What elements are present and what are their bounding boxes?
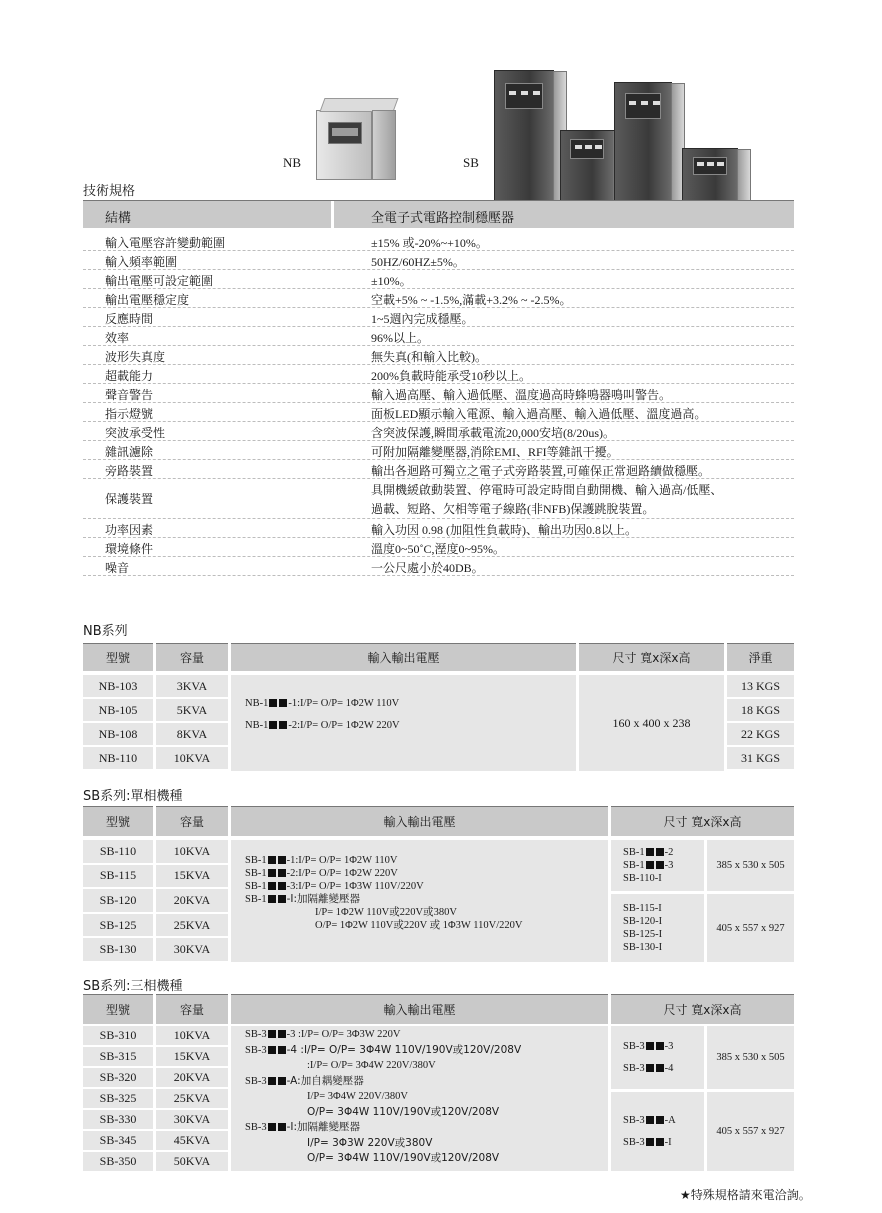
model-cell: SB-325 [83, 1089, 153, 1108]
sb1-header-model: 型號 [83, 806, 153, 836]
size-model-prefix: SB-3 [623, 1114, 645, 1126]
sb1-header-capacity: 容量 [156, 806, 228, 836]
placeholder-square-icon [268, 882, 276, 890]
placeholder-square-icon [268, 1077, 276, 1085]
spec-row [83, 346, 794, 365]
sb3-io-cell [231, 1026, 608, 1171]
spec-label: 環境條件 [105, 542, 154, 556]
placeholder-square-icon [278, 895, 286, 903]
spec-section-title: 技術規格 [83, 184, 136, 199]
spec-row [83, 460, 794, 479]
placeholder-square-icon [278, 1123, 286, 1131]
capacity-cell: 25KVA [156, 1089, 228, 1108]
size-model-line [623, 902, 704, 915]
io-spec: -3 :I/P= O/P= 3Φ3W 220V [286, 1029, 401, 1040]
model-cell: SB-350 [83, 1152, 153, 1171]
weight-cell: 18 KGS [727, 699, 794, 721]
spec-value: 輸出各迴路可獨立之電子式旁路裝置,可確保正常迴路續做穩壓。 [371, 464, 711, 478]
spec-label: 超載能力 [105, 369, 154, 383]
io-extra-line: I/P= 1Φ2W 110V或220V或380V [315, 907, 457, 918]
spec-value: 含突波保護,瞬間承載電流20,000安培(8/20us)。 [371, 426, 615, 440]
spec-label: 輸入頻率範圍 [105, 255, 178, 269]
spec-value: 96%以上。 [371, 331, 429, 345]
spec-label: 波形失真度 [105, 350, 166, 364]
placeholder-square-icon [656, 848, 664, 856]
sb1-header-io: 輸入輸出電壓 [231, 806, 608, 836]
nb-header-io: 輸入輸出電壓 [231, 643, 576, 671]
capacity-cell: 45KVA [156, 1131, 228, 1150]
size-model-prefix: SB-120-I [623, 916, 663, 927]
size-model-cell [611, 1092, 704, 1171]
io-spec: -I:加隔離變壓器 [286, 1121, 361, 1133]
spec-value: 輸入功因 0.98 (加阻性負載時)、輸出功因0.8以上。 [371, 523, 637, 537]
placeholder-square-icon [278, 882, 286, 890]
io-line [245, 867, 522, 880]
io-spec: -1:I/P= O/P= 1Φ2W 110V [288, 698, 400, 709]
nb-image-label: NB [283, 155, 302, 170]
spec-label: 雜訊濾除 [105, 445, 154, 459]
capacity-cell: 3KVA [156, 675, 228, 697]
placeholder-square-icon [268, 1046, 276, 1054]
io-spec: I/P= 3Φ3W 220V或380V [307, 1136, 433, 1149]
capacity-cell: 25KVA [156, 914, 228, 937]
spec-value: 面板LED顯示輸入電源、輸入過高壓、輸入過低壓、溫度過高。 [371, 407, 707, 421]
size-value: 405 x 557 x 927 [716, 922, 785, 934]
footnote: ★特殊規格請來電洽詢。 [680, 1188, 811, 1202]
nb-io-cell [231, 675, 576, 771]
placeholder-square-icon [656, 1138, 664, 1146]
placeholder-square-icon [646, 1116, 654, 1124]
io-spec: O/P= 3Φ4W 110V/190V或120V/208V [307, 1152, 500, 1164]
io-model-prefix: SB-3 [245, 1075, 267, 1087]
size-value-cell [707, 1092, 794, 1171]
spec-label: 突波承受性 [105, 426, 166, 440]
sb3-section-title: SB系列:三相機種 [83, 979, 183, 994]
nb-header-size: 尺寸 寬x深x高 [579, 643, 724, 671]
spec-row [83, 538, 794, 557]
io-model-prefix: SB-1 [245, 868, 267, 879]
size-model-prefix: SB-3 [623, 1136, 645, 1148]
model-cell: NB-105 [83, 699, 153, 721]
size-model-prefix: SB-3 [623, 1040, 645, 1052]
placeholder-square-icon [656, 1064, 664, 1072]
size-model-line [623, 1036, 704, 1058]
spec-value: 輸入過高壓、輸入過低壓、溫度過高時蜂鳴器鳴叫警告。 [371, 388, 672, 402]
product-image-sb [494, 58, 794, 220]
io-line [245, 1137, 521, 1153]
placeholder-square-icon [656, 861, 664, 869]
capacity-cell: 30KVA [156, 938, 228, 961]
size-model-line [623, 859, 704, 872]
io-extra-line: O/P= 1Φ2W 110V或220V 或 1Φ3W 110V/220V [315, 920, 523, 931]
spec-value: 200%負載時能承受10秒以上。 [371, 369, 531, 383]
nb-header-capacity: 容量 [156, 643, 228, 671]
io-line [245, 1059, 521, 1075]
spec-row [83, 403, 794, 422]
spec-row [83, 251, 794, 270]
size-model-cell [611, 840, 704, 891]
spec-row [83, 557, 794, 576]
spec-row [83, 441, 794, 460]
io-spec: I/P= 3Φ4W 220V/380V [307, 1091, 408, 1102]
spec-row [83, 384, 794, 403]
size-value: 385 x 530 x 505 [716, 860, 785, 871]
model-cell: SB-110 [83, 840, 153, 863]
size-value: 405 x 557 x 927 [716, 1126, 785, 1137]
spec-label: 保護裝置 [105, 492, 154, 506]
io-spec: -2:I/P= O/P= 1Φ2W 220V [286, 868, 398, 879]
io-line [245, 854, 522, 867]
io-model-prefix: SB-3 [245, 1029, 267, 1040]
capacity-cell: 15KVA [156, 1047, 228, 1066]
size-model-suffix: -A [664, 1114, 676, 1126]
io-model-prefix: SB-1 [245, 855, 267, 866]
io-model-prefix: SB-1 [245, 894, 267, 905]
size-model-prefix: SB-1 [623, 860, 645, 871]
capacity-cell: 8KVA [156, 723, 228, 745]
weight-cell: 22 KGS [727, 723, 794, 745]
size-model-line [623, 941, 704, 954]
spec-row [83, 519, 794, 538]
spec-label: 噪音 [105, 561, 130, 575]
spec-value-line2: 過載、短路、欠相等電子線路(非NFB)保護跳脫裝置。 [371, 502, 655, 516]
spec-value: ±10%。 [371, 274, 412, 288]
placeholder-square-icon [279, 721, 287, 729]
spec-label: 功率因素 [105, 523, 154, 537]
capacity-cell: 20KVA [156, 889, 228, 912]
io-line [245, 893, 522, 906]
size-value-cell [707, 894, 794, 962]
sb1-section-title: SB系列:單相機種 [83, 789, 183, 804]
placeholder-square-icon [646, 1064, 654, 1072]
spec-row [83, 365, 794, 384]
size-model-prefix: SB-130-I [623, 942, 663, 953]
size-model-suffix: -4 [664, 1062, 674, 1074]
size-model-line [623, 1058, 704, 1080]
io-spec: -2:I/P= O/P= 1Φ2W 220V [288, 720, 400, 731]
capacity-cell: 15KVA [156, 865, 228, 888]
io-line [245, 1044, 521, 1060]
sb3-header-capacity: 容量 [156, 994, 228, 1024]
model-cell: SB-330 [83, 1110, 153, 1129]
placeholder-square-icon [656, 1042, 664, 1050]
spec-header-type: 全電子式電路控制穩壓器 [371, 211, 515, 226]
io-model-prefix: SB-3 [245, 1122, 267, 1133]
io-model-prefix: SB-1 [245, 881, 267, 892]
placeholder-square-icon [268, 1030, 276, 1038]
spec-value: 無失真(和輸入比較)。 [371, 350, 487, 364]
nb-header-model: 型號 [83, 643, 153, 671]
size-model-suffix: -3 [664, 1040, 674, 1052]
size-model-line [623, 846, 704, 859]
spec-value: 溫度0~50˚C,溼度0~95%。 [371, 542, 505, 556]
size-model-line [623, 1132, 704, 1154]
spec-label: 效率 [105, 331, 130, 345]
spec-header-structure: 結構 [105, 211, 132, 226]
sb3-header-model: 型號 [83, 994, 153, 1024]
size-value-cell [707, 1026, 794, 1089]
io-line [245, 1152, 521, 1168]
weight-cell: 13 KGS [727, 675, 794, 697]
size-model-cell [611, 894, 704, 962]
spec-label: 輸出電壓穩定度 [105, 293, 190, 307]
model-cell: SB-120 [83, 889, 153, 912]
placeholder-square-icon [646, 861, 654, 869]
spec-row [83, 479, 794, 519]
capacity-cell: 5KVA [156, 699, 228, 721]
io-spec: -3:I/P= O/P= 1Φ3W 110V/220V [286, 881, 424, 892]
placeholder-square-icon [268, 1123, 276, 1131]
nb-size-cell [579, 675, 724, 771]
io-line [245, 1028, 521, 1044]
spec-label: 旁路裝置 [105, 464, 154, 478]
size-model-prefix: SB-1 [623, 847, 645, 858]
model-cell: SB-310 [83, 1026, 153, 1045]
spec-table-header [83, 200, 794, 228]
size-model-prefix: SB-115-I [623, 903, 662, 914]
product-image-nb [316, 92, 396, 182]
placeholder-square-icon [656, 1116, 664, 1124]
capacity-cell: 30KVA [156, 1110, 228, 1129]
model-cell: NB-103 [83, 675, 153, 697]
spec-value: 空載+5% ~ -1.5%,滿載+3.2% ~ -2.5%。 [371, 293, 572, 307]
spec-label: 輸出電壓可設定範圍 [105, 274, 214, 288]
sb-image-label: SB [463, 155, 479, 170]
io-model-prefix: SB-3 [245, 1044, 267, 1056]
sb1-header-size: 尺寸 寬x深x高 [611, 806, 794, 836]
placeholder-square-icon [268, 869, 276, 877]
spec-label: 輸入電壓容許變動範圍 [105, 236, 226, 250]
placeholder-square-icon [268, 895, 276, 903]
io-line [245, 1090, 521, 1106]
io-spec: O/P= 3Φ4W 110V/190V或120V/208V [307, 1105, 500, 1118]
placeholder-square-icon [646, 1042, 654, 1050]
spec-row [83, 327, 794, 346]
io-spec: :I/P= O/P= 3Φ4W 220V/380V [307, 1060, 436, 1071]
model-cell: NB-108 [83, 723, 153, 745]
io-spec: -1:I/P= O/P= 1Φ2W 110V [286, 855, 398, 866]
nb-section-title: NB系列 [83, 624, 128, 639]
model-cell: SB-115 [83, 865, 153, 888]
size-model-suffix: -I [664, 1136, 672, 1148]
placeholder-square-icon [278, 1077, 286, 1085]
spec-label: 指示燈號 [105, 407, 154, 421]
capacity-cell: 50KVA [156, 1152, 228, 1171]
spec-value: 可附加隔離變壓器,消除EMI、RFI等雜訊干擾。 [371, 445, 619, 459]
placeholder-square-icon [278, 869, 286, 877]
size-model-line [623, 915, 704, 928]
placeholder-square-icon [278, 1046, 286, 1054]
placeholder-square-icon [269, 699, 277, 707]
model-cell: SB-125 [83, 914, 153, 937]
spec-row [83, 422, 794, 441]
placeholder-square-icon [268, 856, 276, 864]
io-spec: -I:加隔離變壓器 [286, 893, 361, 905]
size-model-prefix: SB-125-I [623, 929, 663, 940]
size-model-prefix: SB-110-I [623, 873, 662, 884]
capacity-cell: 10KVA [156, 747, 228, 769]
io-line [245, 1106, 521, 1122]
placeholder-square-icon [269, 721, 277, 729]
size-model-prefix: SB-3 [623, 1062, 645, 1074]
io-spec: -4 :I/P= O/P= 3Φ4W 110V/190V或120V/208V [286, 1043, 522, 1056]
capacity-cell: 20KVA [156, 1068, 228, 1087]
io-line [245, 697, 400, 719]
size-model-line [623, 928, 704, 941]
size-model-cell [611, 1026, 704, 1089]
model-cell: SB-345 [83, 1131, 153, 1150]
capacity-cell: 10KVA [156, 1026, 228, 1045]
size-model-line [623, 872, 704, 885]
size-value: 385 x 530 x 505 [716, 1052, 785, 1063]
model-cell: SB-320 [83, 1068, 153, 1087]
spec-value: 50HZ/60HZ±5%。 [371, 255, 465, 269]
spec-row [83, 308, 794, 327]
io-line [245, 719, 400, 741]
io-line [245, 1075, 521, 1091]
placeholder-square-icon [279, 699, 287, 707]
weight-cell: 31 KGS [727, 747, 794, 769]
spec-row [83, 232, 794, 251]
spec-label: 反應時間 [105, 312, 154, 326]
sb3-header-io: 輸入輸出電壓 [231, 994, 608, 1024]
io-line [245, 1121, 521, 1137]
model-cell: SB-130 [83, 938, 153, 961]
model-cell: NB-110 [83, 747, 153, 769]
capacity-cell: 10KVA [156, 840, 228, 863]
size-model-line [623, 1110, 704, 1132]
spec-value: ±15% 或-20%~+10%。 [371, 236, 488, 250]
spec-value: 具開機緩啟動裝置、停電時可設定時間自動開機、輸入過高/低壓、 [371, 483, 723, 497]
spec-label: 聲音警告 [105, 388, 154, 402]
model-cell: SB-315 [83, 1047, 153, 1066]
placeholder-square-icon [278, 1030, 286, 1038]
spec-value: 1~5週內完成穩壓。 [371, 312, 474, 326]
size-model-suffix: -2 [664, 847, 674, 858]
size-model-suffix: -3 [664, 860, 674, 871]
placeholder-square-icon [646, 1138, 654, 1146]
io-line [245, 880, 522, 893]
sb3-header-size: 尺寸 寬x深x高 [611, 994, 794, 1024]
io-model-prefix: NB-1 [245, 698, 269, 709]
spec-row [83, 289, 794, 308]
nb-size-value: 160 x 400 x 238 [612, 715, 691, 730]
placeholder-square-icon [278, 856, 286, 864]
nb-header-weight: 淨重 [727, 643, 794, 671]
io-model-prefix: NB-1 [245, 720, 269, 731]
io-spec: -A:加自耦變壓器 [286, 1074, 364, 1087]
sb1-io-cell [231, 840, 608, 962]
spec-row [83, 270, 794, 289]
size-value-cell [707, 840, 794, 891]
placeholder-square-icon [646, 848, 654, 856]
spec-value: 一公尺處小於40DB。 [371, 561, 484, 575]
